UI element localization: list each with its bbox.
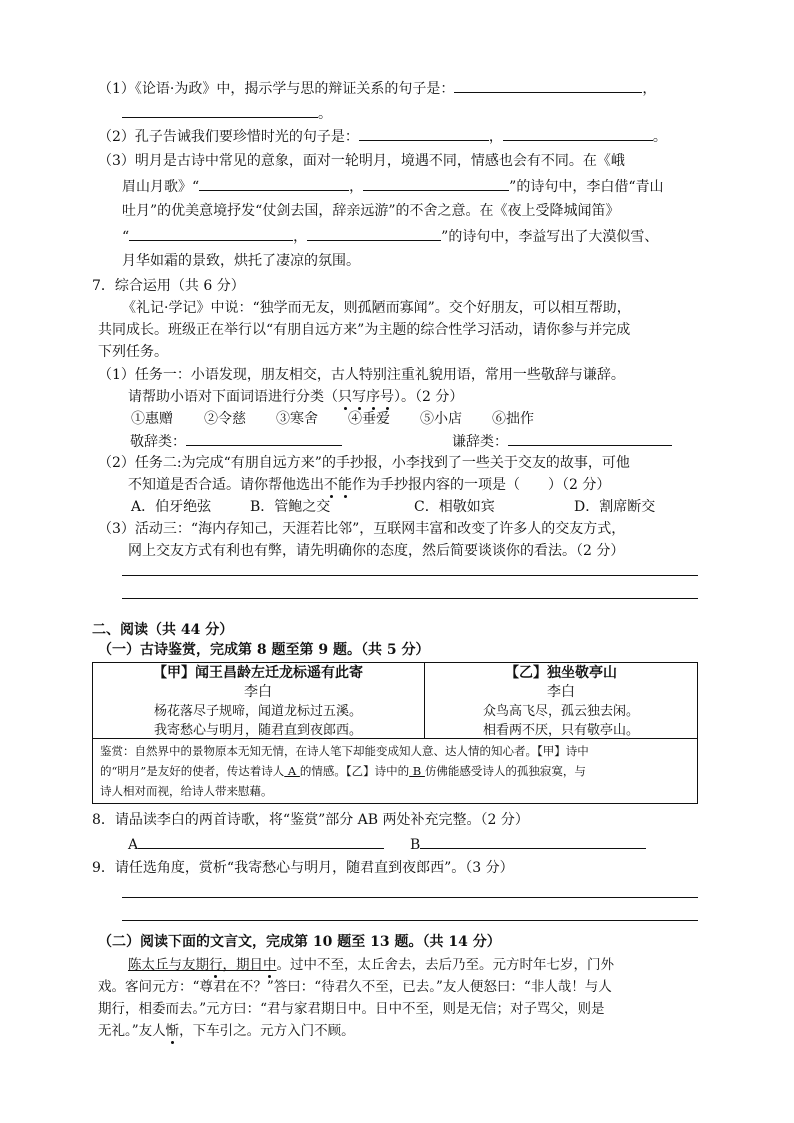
classical-line3: 期行，相委而去。”元方曰：“君与家君期日中。日中不至，则是无信；对子骂父，则是 [98,1001,605,1017]
appreciation-line1: 鉴赏：自然界中的景物原本无知无情，在诗人笔下却能变成知人意、达人情的知心者。【甲】诗中 [100,744,589,758]
q6-3-line3: 吐月”的优美意境抒发“仗剑去国，辞亲远游”的不舍之意。在《夜上受降城闻笛》 [122,203,620,219]
q6-1-blank-b[interactable] [122,103,318,118]
q6-3-blank-d[interactable] [307,226,441,241]
q9-answer-line-2[interactable] [122,920,698,921]
humble-label: 谦辞类： [452,434,508,450]
appreciation-blank-b: B [409,764,425,778]
q7-task2-line1: （2）任务二:为完成“有朋自远方来”的手抄报，小李找到了一些关于交友的故事，可他 [98,455,630,471]
q7-intro-3: 下列任务。 [98,344,168,360]
q6-2-blank-b[interactable] [503,126,653,141]
appreciation-line3: 诗人相对而视，给诗人带来慰藉。 [100,784,273,798]
q7-task2-line2: 不知道是否合适。请你帮他选出不能作为手抄报内容的一项是（ ）（2 分） [128,477,611,493]
q6-1-line: （1）《论语·为政》中，揭示学与思的辩证关系的句子是： ， [98,78,656,99]
appreciation-blank-a: A [284,764,300,778]
classical-line2: 戏。客问元方：“尊君在不？”答曰：“待君久不至，已去。”友人便怒曰：“非人哉！与人 [98,979,612,995]
word-4: ④垂爱 [348,411,390,427]
q6-2-blank-a[interactable] [359,126,489,141]
q7-task3-line1: （3）活动三：“海内存知己，天涯若比邻”，互联网丰富和改变了许多人的交友方式， [98,521,626,537]
q6-3-blank-b[interactable] [363,176,509,191]
classical-line1: 陈太丘与友期行，期日中。过中不至，太丘舍去，去后乃至。元方时年七岁，门外 [128,957,614,973]
q7-answer-line-2[interactable] [122,598,698,599]
word-6: ⑥拙作 [492,411,534,427]
respect-label: 敬辞类： [130,434,186,450]
poem-b [424,664,698,740]
word-5: ⑤小店 [420,411,462,427]
poem-a-line1: 杨花落尽子规啼，闻道龙标过五溪。 [153,704,362,719]
reading-sub1: （一）古诗鉴赏，完成第 8 题至第 9 题。（共 5 分） [98,642,430,658]
q6-2-line: （2）孔子告诫我们要珍惜时光的句子是： ， 。 [98,126,667,147]
option-c[interactable]: C．相敬如宾 [414,499,495,515]
word-3: ③寒舍 [276,411,318,427]
q9-answer-line-1[interactable] [122,897,698,898]
reading-heading: 二、阅读（共 44 分） [92,622,234,638]
q8-answer-a: A [128,834,384,855]
option-b[interactable]: B．管鲍之交 [250,499,331,515]
option-a[interactable]: A．伯牙绝弦 [131,499,212,515]
humble-words-row [452,431,672,452]
respect-blank[interactable] [186,431,342,446]
q9-prompt: 9．请任选角度，赏析“我寄愁心与明月，随君直到夜郎西”。（3 分） [92,860,514,876]
q6-3-line4: “ ， ”的诗句中，李益写出了大漠似雪、 [122,226,658,247]
q6-1-blank-a[interactable] [454,78,642,93]
poem-a-author: 李白 [244,684,272,700]
q7-intro-1: 《礼记·学记》中说：“独学而无友，则孤陋而寡闻”。交个好朋友，可以相互帮助， [122,300,631,316]
q7-task1-line2: 请帮助小语对下面词语进行分类（只写序号）。（2 分） [128,389,464,405]
q7-task1-line1: （1）任务一：小语发现，朋友相交，古人特别注重礼貌用语，常用一些敬辞与谦辞。 [98,367,625,383]
q6-3-line2: 眉山月歌》“ ， ”的诗句中，李白借“青山 [122,176,664,197]
q6-3-blank-c[interactable] [129,226,293,241]
poem-b-title: 【乙】独坐敬亭山 [505,665,617,681]
word-1: ①惠赠 [131,411,173,427]
poem-b-line1: 众鸟高飞尽，孤云独去闲。 [482,704,639,719]
respect-words-row [130,431,342,452]
q6-3-line5: 月华如霜的景致，烘托了凄凉的氛围。 [122,253,360,269]
q8-answer-b: B [410,834,646,855]
q6-2-prompt: （2）孔子告诫我们要珍惜时光的句子是： [98,129,359,145]
q8-blank-b[interactable] [420,834,646,849]
q6-3-blank-a[interactable] [199,176,349,191]
humble-blank[interactable] [508,431,672,446]
q6-1-line2: 。 [122,103,332,124]
q7-heading: 7．综合运用（共 6 分） [92,278,245,294]
poem-a-line2: 我寄愁心与明月，随君直到夜郎西。 [153,723,362,738]
poem-a [92,664,424,740]
q7-answer-line-1[interactable] [122,575,698,576]
q8-prompt: 8．请品读李白的两首诗歌，将“鉴赏”部分 AB 两处补充完整。（2 分） [92,812,529,828]
poem-a-title: 【甲】闻王昌龄左迁龙标遥有此寄 [153,665,363,681]
poem-b-author: 李白 [547,684,575,700]
classical-line4: 无礼。”友人惭，下车引之。元方入门不顾。 [98,1023,355,1039]
word-2: ②令慈 [204,411,246,427]
reading-sub2: （二）阅读下面的文言文，完成第 10 题至 13 题。（共 14 分） [98,934,501,950]
q7-task3-line2: 网上交友方式有利也有弊，请先明确你的态度，然后简要谈谈你的看法。（2 分） [128,543,625,559]
q7-intro-2: 共同成长。班级正在举行以“有朋自远方来”为主题的综合性学习活动，请你参与并完成 [98,322,631,338]
poem-b-line2: 相看两不厌，只有敬亭山。 [482,723,639,738]
q6-1-prompt: （1）《论语·为政》中，揭示学与思的辩证关系的句子是： [98,81,455,97]
q6-3-line1: （3）明月是古诗中常见的意象，面对一轮明月，境遇不同，情感也会有不同。在《峨 [98,153,625,169]
q8-blank-a[interactable] [138,834,384,849]
option-d[interactable]: D．割席断交 [574,499,656,515]
appreciation-line2: 的“明月”是友好的使者，传达着诗人 A 的情感。【乙】诗中的 B 仿佛能感受诗人的孤独寂寞，与 [100,764,586,778]
